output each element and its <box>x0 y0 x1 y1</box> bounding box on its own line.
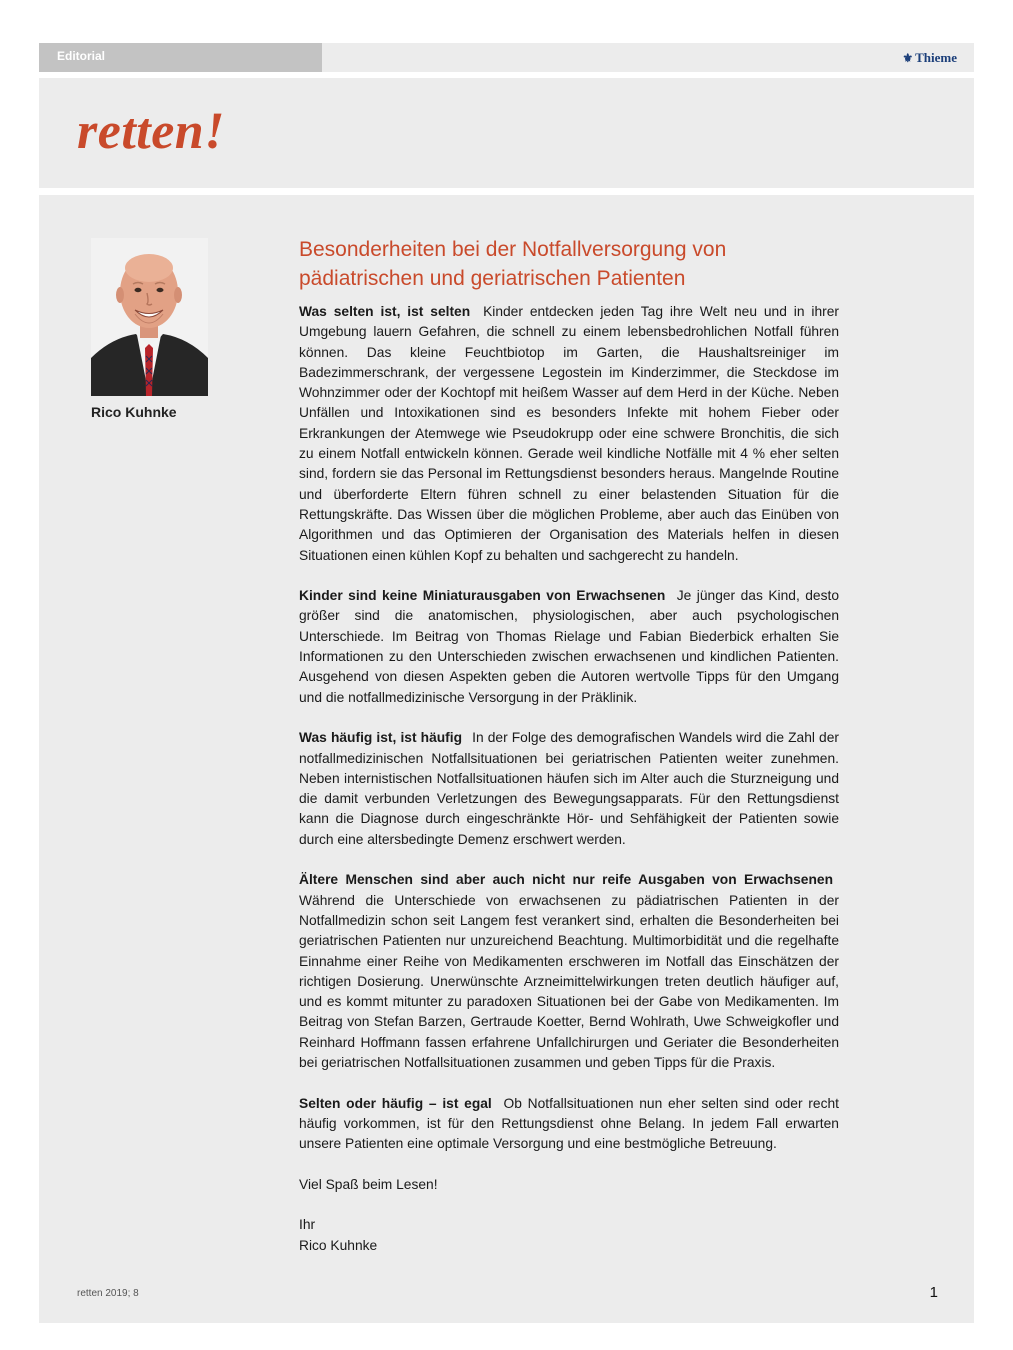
paragraph-lead: Was häufig ist, ist häufig <box>299 730 463 746</box>
paragraph-text: In der Folge des demografischen Wandels wird die Zahl der notfallmedizinischen Notfallsituationen bei geriatrischen Patienten weiter zunehmen. Neben internistischen Notfallsituationen häufen sich im Alter auch die Sturzneigung und die damit verbunden Verletzungen des Bewegungsapparats. Für den Rettungsdienst kann die Diagnose durch eingeschränkte Hör- und Sehfähigkeit der Patienten sowie durch eine altersbedingte Demenz erschwert werden. <box>299 730 839 847</box>
section-tag: Editorial <box>39 43 322 72</box>
paragraph-lead: Ältere Menschen sind aber auch nicht nur reife Ausgaben von Erwachsenen <box>299 872 833 888</box>
paragraph-text: Ob Notfallsituationen nun eher selten sind oder recht häufig vorkommen, ist für den Rettungsdienst ohne Belang. In jedem Fall erwarten unsere Patienten eine optimale Versorgung und eine bestmögliche Betreuung. <box>299 1095 839 1152</box>
thieme-logo-icon: ⚜ <box>902 51 914 65</box>
signoff <box>299 1215 839 1256</box>
paragraph-text: Kinder entdecken jeden Tag ihre Welt neu und in ihrer Umgebung lauern Gefahren, die schnell zu einem lebensbedrohlichen Notfall führen können. Das kleine Feuchtbiotop im Garten, die Haushaltsreiniger im Badezimmerschrank, der vergessene Legostein im Kinderzimmer, die Steckdose im Wohnzimmer oder der Kochtopf mit heißem Wasser auf dem Herd in der Küche. Neben Unfällen und Intoxikationen sind es besonders Infekte mit hohem Fieber oder Erkrankungen der Atemwege wie Pseudokrupp oder eine schwere Bronchitis, die sich zu einem Notfall entwickeln können. Gerade weil kindliche Notfälle mit 4 % eher selten sind, fordern sie das Personal im Rettungsdienst besonders heraus. Mangelnde Routine und überforderte Eltern führen schnell zu einer belastenden Situation für die Rettungskräfte. Das Wissen über die möglichen Probleme, aber auch das Einüben von Algorithmen und das Optimieren der Organisation des Materials helfen in diesen Situationen einen kühlen Kopf zu behalten und sachgerecht zu handeln. <box>299 304 840 563</box>
footer-citation: retten 2019; 8 <box>77 1288 139 1299</box>
article-paragraph <box>299 302 839 566</box>
publisher-logo <box>902 50 957 66</box>
paragraph-lead: Kinder sind keine Miniaturausgaben von Erwachsenen <box>299 588 666 604</box>
journal-title: retten! <box>77 103 225 160</box>
author-portrait-image <box>91 238 208 396</box>
article-paragraph <box>299 1094 839 1155</box>
signoff-name: Rico Kuhnke <box>299 1237 378 1253</box>
publisher-name: Thieme <box>915 50 957 65</box>
article-paragraph <box>299 586 839 708</box>
masthead <box>39 78 974 188</box>
paragraph-lead: Selten oder häufig – ist egal <box>299 1095 492 1111</box>
article-headline: Besonderheiten bei der Notfallversorgung von pädiatrischen und geriatrischen Patienten <box>299 238 727 290</box>
header-bar <box>39 43 974 72</box>
article-paragraph <box>299 728 839 850</box>
article <box>299 235 839 1276</box>
page-number: 1 <box>929 1284 938 1301</box>
paragraph-text: Während die Unterschiede von erwachsenen zu pädiatrischen Patienten in der Notfallmedizin schon seit Langem fest verankert sind, erhalten die Besonderheiten bei geriatrischen Patienten nur unzureichend Beachtung. Multimorbidität und die regelhafte Einnahme einer Reihe von Medikamenten erschweren im Notfall das Einschätzen der richtigen Dosierung. Unerwünschte Arzneimittelwirkungen treten deutlich häufiger auf, und es kommt mitunter zu paradoxen Situationen bei der Gabe von Medikamenten. Im Beitrag von Stefan Barzen, Gertraude Koetter, Bernd Wohlrath, Uwe Schweigkofler und Reinhard Hoffmann fassen erfahrene Unfallchirurgen und Geriater die Besonderheiten bei geriatrischen Notfallsituationen zusammen und geben Tipps für die Praxis. <box>299 892 839 1070</box>
paragraph-text: Je jünger das Kind, desto größer sind die anatomischen, physiologischen, aber auch psychologischen Unterschiede. Im Beitrag von Thomas Rielage und Fabian Biederbick erhalten Sie Informationen zu den Unterschieden zwischen erwachsenen und kindlichen Patienten. Ausgehend von diesen Aspekten geben die Autoren wertvolle Tipps für den Umgang und die notfallmedizinische Versorgung in der Präklinik. <box>299 588 839 705</box>
editorial-content <box>39 195 974 1323</box>
signoff-line: Ihr <box>299 1217 316 1233</box>
paragraph-lead: Was selten ist, ist selten <box>299 304 471 319</box>
author-photo <box>91 238 208 396</box>
author-caption: Rico Kuhnke <box>91 404 177 420</box>
article-paragraph <box>299 870 839 1073</box>
closing-wish: Viel Spaß beim Lesen! <box>299 1176 438 1192</box>
